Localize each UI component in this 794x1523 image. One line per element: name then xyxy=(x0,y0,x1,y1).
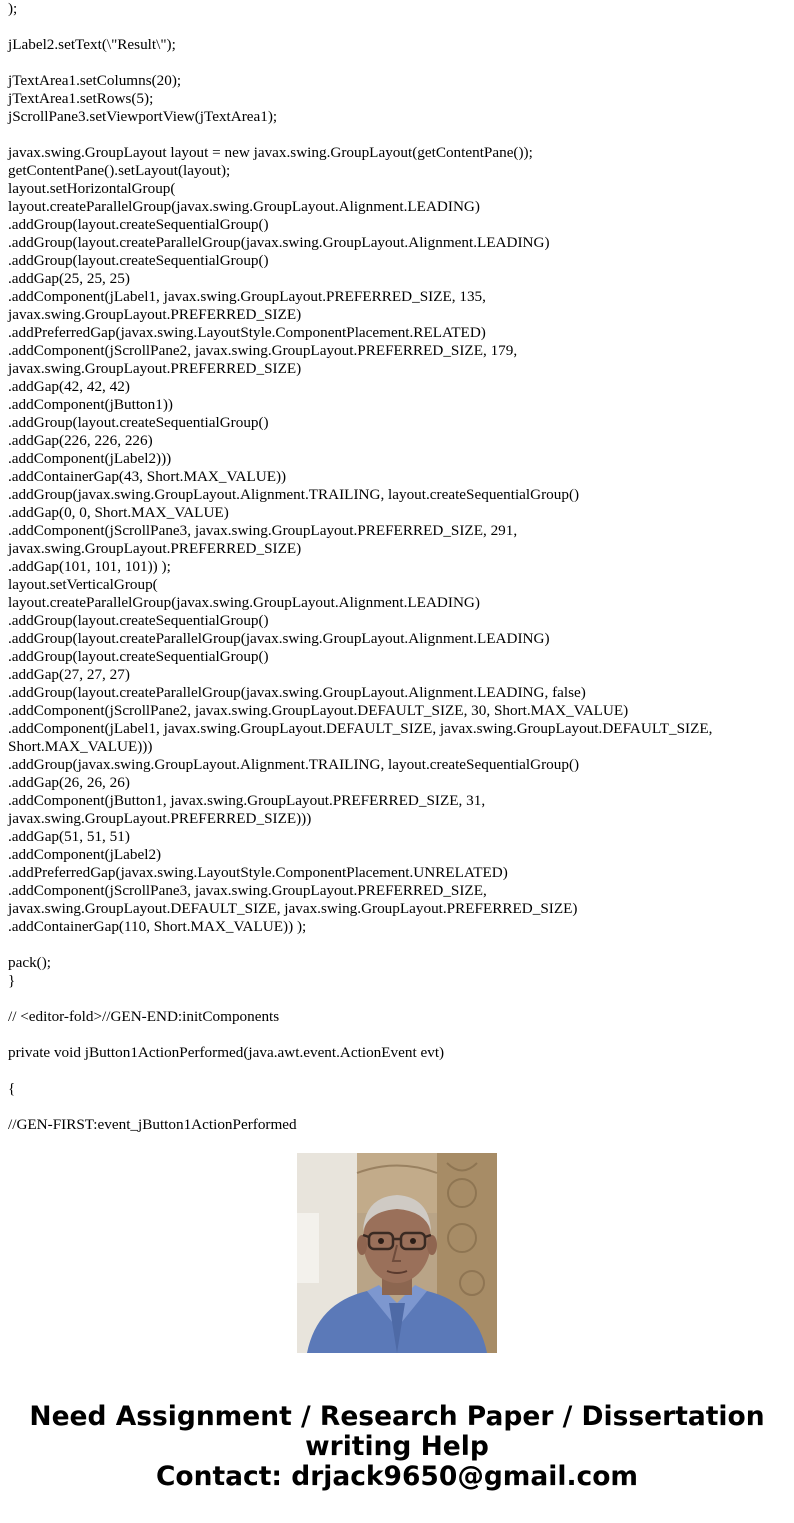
code-line: .addGap(42, 42, 42) xyxy=(8,378,130,395)
code-line xyxy=(8,1062,788,1080)
code-line xyxy=(8,126,788,144)
code-line: .addGroup(layout.createSequentialGroup() xyxy=(8,252,269,269)
code-line xyxy=(8,18,788,36)
banner-contact: Contact: drjack9650@gmail.com xyxy=(155,1461,639,1492)
code-line: .addGroup(layout.createSequentialGroup() xyxy=(8,612,269,629)
code-line: .addComponent(jScrollPane2, javax.swing.GroupLayout.PREFERRED_SIZE, 179, xyxy=(8,342,518,359)
banner-headline: Need Assignment / Research Paper / Dissertation xyxy=(29,1401,765,1432)
code-line: .addGap(26, 26, 26) xyxy=(8,774,130,791)
code-line: jTextArea1.setRows(5); xyxy=(8,90,154,107)
banner-subline: writing Help xyxy=(305,1431,489,1462)
code-line: .addGroup(layout.createSequentialGroup() xyxy=(8,648,269,665)
code-line: .addComponent(jScrollPane2, javax.swing.GroupLayout.DEFAULT_SIZE, 30, Short.MAX_VALUE) xyxy=(8,702,629,719)
code-line: javax.swing.GroupLayout.PREFERRED_SIZE) xyxy=(8,360,302,377)
code-line: jScrollPane3.setViewportView(jTextArea1); xyxy=(8,108,278,125)
code-listing xyxy=(8,0,788,1133)
code-line: .addGap(226, 226, 226) xyxy=(8,432,153,449)
contact-banner xyxy=(0,1402,794,1492)
code-line: .addComponent(jButton1)) xyxy=(8,396,173,413)
code-line: .addComponent(jLabel2) xyxy=(8,846,162,863)
code-line xyxy=(8,1098,788,1116)
code-line: .addComponent(jLabel1, javax.swing.GroupLayout.PREFERRED_SIZE, 135, xyxy=(8,288,486,305)
code-line: jLabel2.setText(\"Result\"); xyxy=(8,36,176,53)
code-line: .addContainerGap(110, Short.MAX_VALUE)) ); xyxy=(8,918,307,935)
code-line: .addGap(27, 27, 27) xyxy=(8,666,130,683)
code-line: .addGap(101, 101, 101)) ); xyxy=(8,558,171,575)
code-line: // <editor-fold>//GEN-END:initComponents xyxy=(8,1008,280,1025)
code-line: .addGroup(layout.createParallelGroup(javax.swing.GroupLayout.Alignment.LEADING) xyxy=(8,234,550,251)
author-photo xyxy=(297,1153,497,1353)
code-line: .addGroup(layout.createParallelGroup(javax.swing.GroupLayout.Alignment.LEADING, false) xyxy=(8,684,586,701)
code-line: private void jButton1ActionPerformed(java.awt.event.ActionEvent evt) xyxy=(8,1044,445,1061)
code-line: jTextArea1.setColumns(20); xyxy=(8,72,182,89)
code-line: .addComponent(jScrollPane3, javax.swing.GroupLayout.PREFERRED_SIZE, 291, xyxy=(8,522,518,539)
code-line: layout.setHorizontalGroup( xyxy=(8,180,176,197)
code-line: .addPreferredGap(javax.swing.LayoutStyle.ComponentPlacement.RELATED) xyxy=(8,324,486,341)
code-line: .addGap(25, 25, 25) xyxy=(8,270,130,287)
code-line: javax.swing.GroupLayout.PREFERRED_SIZE) xyxy=(8,540,302,557)
code-line: javax.swing.GroupLayout.PREFERRED_SIZE) xyxy=(8,306,302,323)
code-line: } xyxy=(8,972,16,989)
code-line xyxy=(8,936,788,954)
code-line: getContentPane().setLayout(layout); xyxy=(8,162,231,179)
code-line: .addGap(51, 51, 51) xyxy=(8,828,130,845)
code-line: .addComponent(jScrollPane3, javax.swing.GroupLayout.PREFERRED_SIZE, xyxy=(8,882,487,899)
code-line: layout.createParallelGroup(javax.swing.GroupLayout.Alignment.LEADING) xyxy=(8,594,480,611)
code-line: pack(); xyxy=(8,954,52,971)
code-line: .addContainerGap(43, Short.MAX_VALUE)) xyxy=(8,468,287,485)
code-line: .addComponent(jLabel1, javax.swing.GroupLayout.DEFAULT_SIZE, javax.swing.GroupLayout.DEFAULT_SIZE, xyxy=(8,720,713,737)
code-line: .addComponent(jButton1, javax.swing.GroupLayout.PREFERRED_SIZE, 31, xyxy=(8,792,486,809)
code-line xyxy=(8,54,788,72)
code-line xyxy=(8,1026,788,1044)
code-line: //GEN-FIRST:event_jButton1ActionPerformed xyxy=(8,1116,297,1133)
code-line: layout.createParallelGroup(javax.swing.GroupLayout.Alignment.LEADING) xyxy=(8,198,480,215)
code-line: javax.swing.GroupLayout.PREFERRED_SIZE))) xyxy=(8,810,312,827)
portrait-image xyxy=(297,1153,497,1353)
code-line: .addGroup(javax.swing.GroupLayout.Alignment.TRAILING, layout.createSequentialGroup() xyxy=(8,756,580,773)
code-line: javax.swing.GroupLayout.DEFAULT_SIZE, javax.swing.GroupLayout.PREFERRED_SIZE) xyxy=(8,900,578,917)
code-line: .addComponent(jLabel2))) xyxy=(8,450,172,467)
code-line: .addGroup(layout.createSequentialGroup() xyxy=(8,414,269,431)
code-line: { xyxy=(8,1080,16,1097)
code-line: ); xyxy=(8,0,18,17)
code-line: .addPreferredGap(javax.swing.LayoutStyle.ComponentPlacement.UNRELATED) xyxy=(8,864,508,881)
code-line: .addGroup(layout.createParallelGroup(javax.swing.GroupLayout.Alignment.LEADING) xyxy=(8,630,550,647)
code-line: Short.MAX_VALUE))) xyxy=(8,738,153,755)
code-line xyxy=(8,990,788,1008)
code-line: layout.setVerticalGroup( xyxy=(8,576,158,593)
code-line: .addGroup(layout.createSequentialGroup() xyxy=(8,216,269,233)
code-line: .addGroup(javax.swing.GroupLayout.Alignment.TRAILING, layout.createSequentialGroup() xyxy=(8,486,580,503)
code-line: .addGap(0, 0, Short.MAX_VALUE) xyxy=(8,504,229,521)
code-line: javax.swing.GroupLayout layout = new javax.swing.GroupLayout(getContentPane()); xyxy=(8,144,533,161)
